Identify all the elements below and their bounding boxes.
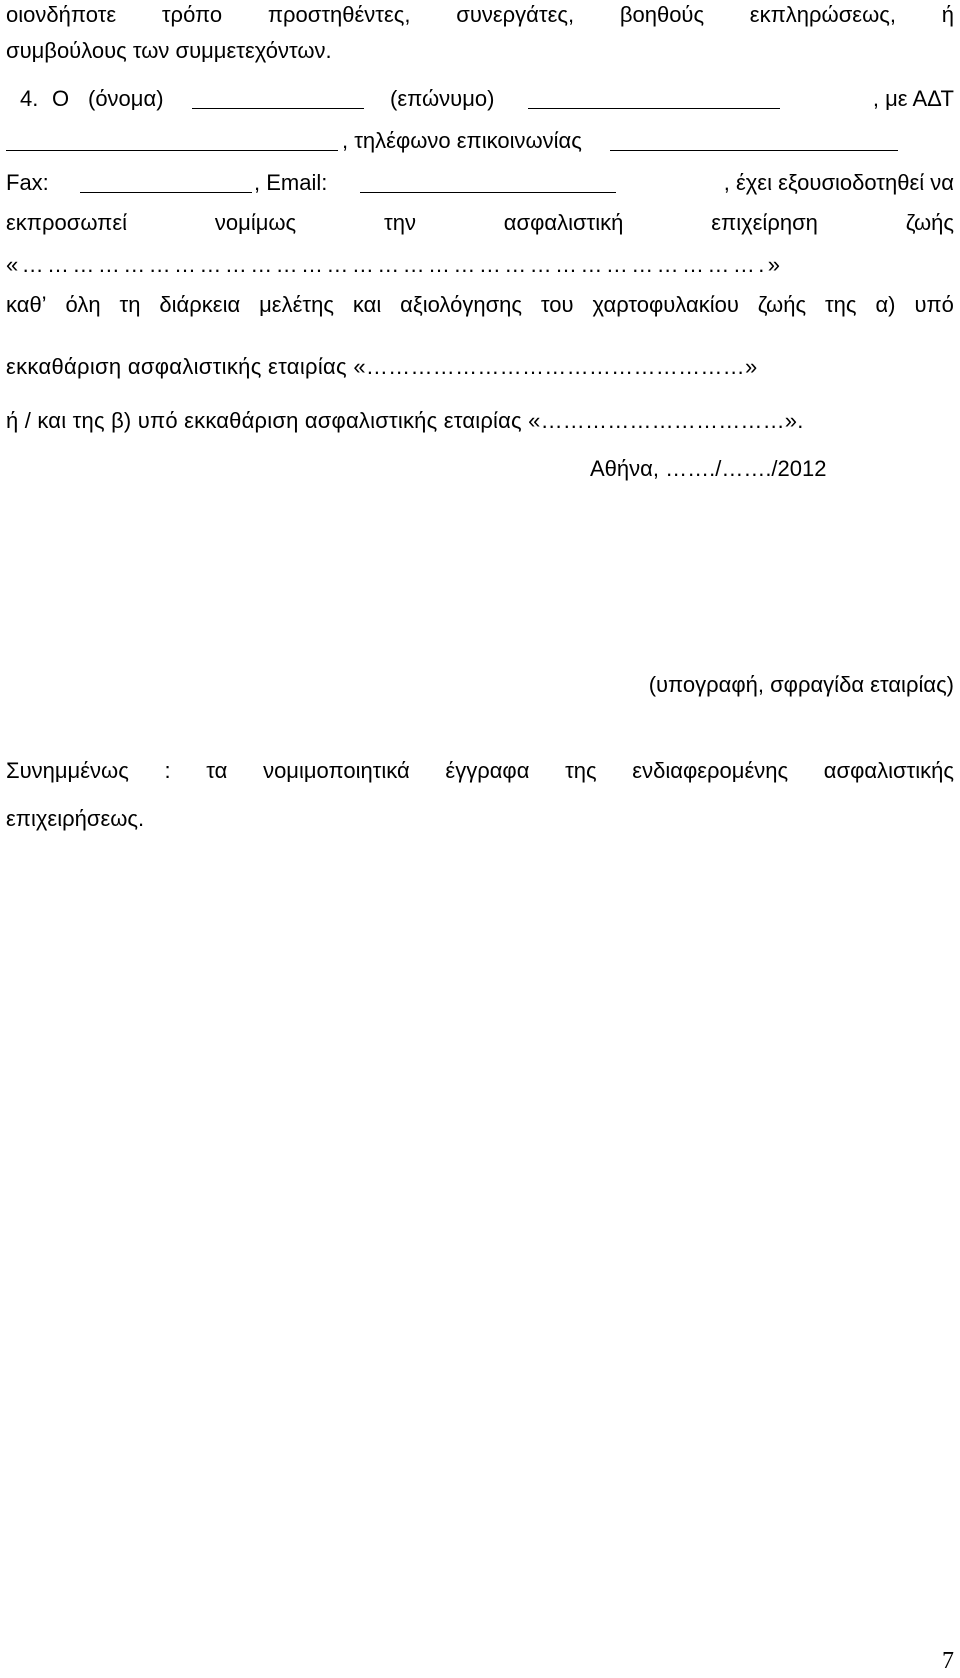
word: ασφαλιστικής [823,758,954,783]
word: προστηθέντες, [267,2,411,27]
word: ζωής [905,210,954,235]
signature-caption: (υπογραφή, σφραγίδα εταιρίας) [648,672,954,697]
paragraph-4-line-4 [6,208,954,238]
word: υπό [914,292,954,317]
subject-article: Ο [52,86,70,111]
word: οιονδήποτε [6,2,117,27]
word: της [565,758,597,783]
word: ενδιαφερομένης [632,758,789,783]
word: εκπληρώσεως, [749,2,896,27]
attachments-line-1 [6,756,954,786]
email-label: , Email: [254,170,328,195]
phone-blank[interactable] [610,128,898,151]
id-label: , με ΑΔΤ [872,86,954,111]
id-number-blank[interactable] [6,128,338,151]
paragraph-3-line-1 [6,0,954,30]
word: τη [119,292,141,317]
paragraph-3-line-2: συμβούλους των συμμετεχόντων. [6,38,332,63]
word: της [824,292,857,317]
word: Συνημμένως [6,758,129,783]
word: ασφαλιστική [503,210,624,235]
name-label: (όνομα) [88,86,164,111]
word: βοηθούς [619,2,705,27]
word: νομιμοποιητικά [263,758,410,783]
email-blank[interactable] [360,170,616,193]
fax-label: Fax: [6,170,49,195]
word: τρόπο [161,2,223,27]
word: διάρκεια [159,292,241,317]
fax-blank[interactable] [80,170,252,193]
paragraph-4-line-8: ή / και της β) υπό εκκαθάριση ασφαλιστικής εταιρίας «……………………………». [6,408,804,433]
paragraph-4-line-7: εκκαθάριση ασφαλιστικής εταιρίας «……………………………………………» [6,354,758,379]
word: μελέτης [259,292,334,317]
word: τα [206,758,228,783]
word: ή [941,2,954,27]
surname-blank[interactable] [528,86,780,109]
word: όλη [65,292,101,317]
paragraph-4-line-6 [6,290,954,320]
word: : [164,758,171,783]
word: έγγραφα [445,758,530,783]
paragraph-4-line-2 [6,126,954,156]
date-line: Αθήνα, ……./……./2012 [590,456,827,481]
word: α) [875,292,896,317]
word: αξιολόγησης [400,292,522,317]
word: συνεργάτες, [456,2,575,27]
phone-label: , τηλέφωνο επικοινωνίας [342,128,582,153]
paragraph-4-line-3 [6,168,954,198]
word: ζωής [757,292,807,317]
word: καθ’ [6,292,47,317]
company-name-placeholder[interactable]: «…………………………………………………………………………….» [6,252,784,277]
name-blank[interactable] [192,86,364,109]
document-page [6,0,954,1678]
surname-label: (επώνυμο) [390,86,495,111]
word: την [384,210,416,235]
word: εκπροσωπεί [6,210,128,235]
word: επιχείρηση [711,210,818,235]
word: νομίμως [214,210,297,235]
attachments-line-2: επιχειρήσεως. [6,806,145,831]
page-number: 7 [942,1648,954,1674]
word: και [352,292,382,317]
word: του [540,292,574,317]
authorized-text: , έχει εξουσιοδοτηθεί να [723,170,954,195]
word: χαρτοφυλακίου [592,292,739,317]
paragraph-4-line-1 [6,84,954,114]
paragraph-number: 4. [20,86,39,111]
